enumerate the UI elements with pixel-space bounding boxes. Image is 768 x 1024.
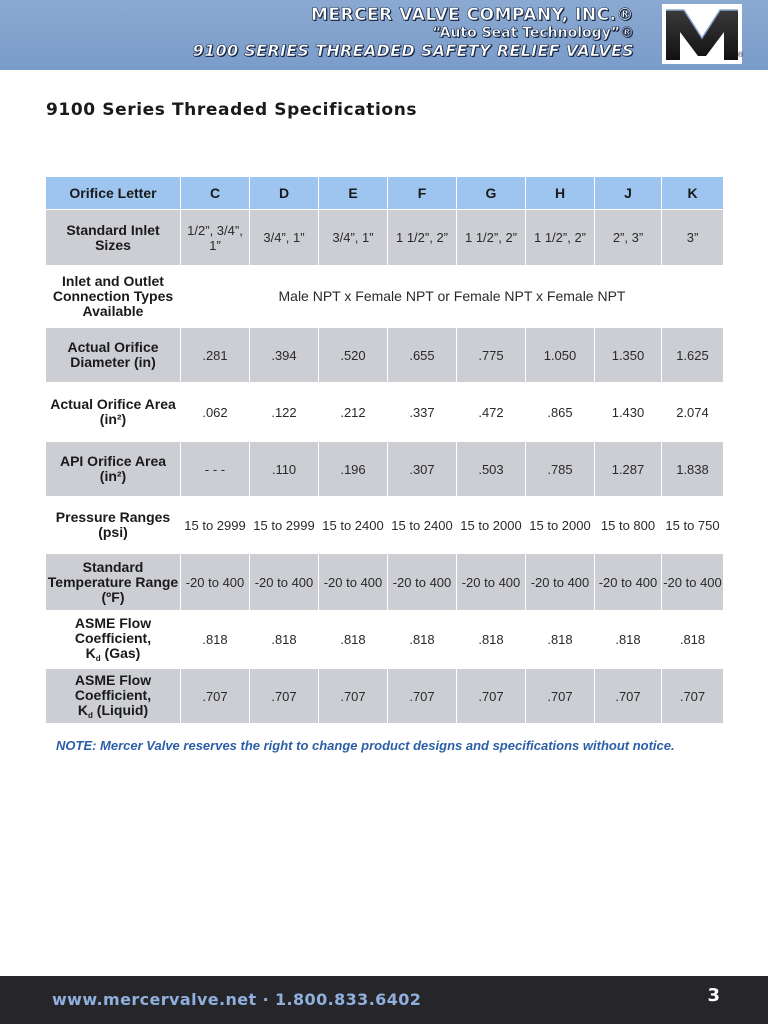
table-cell: .785 [526, 442, 595, 497]
table-cell: -20 to 400 [662, 554, 724, 611]
table-cell: 15 to 2400 [388, 497, 457, 554]
header-col: E [319, 177, 388, 210]
table-cell: .707 [181, 669, 250, 724]
table-cell: .503 [457, 442, 526, 497]
table-cell: 15 to 2000 [457, 497, 526, 554]
table-cell: 1.050 [526, 328, 595, 383]
table-cell: 3” [662, 210, 724, 266]
table-cell: .818 [250, 611, 319, 669]
table-cell: .520 [319, 328, 388, 383]
table-row-temperature [46, 554, 724, 611]
row-label-tail: (Liquid) [96, 701, 149, 718]
table-cell: -20 to 400 [181, 554, 250, 611]
table-cell: .818 [319, 611, 388, 669]
header-col: H [526, 177, 595, 210]
row-label: Inlet and Outlet Connection Types Available [46, 266, 181, 328]
table-row-inlet-sizes [46, 210, 724, 266]
row-label-main: ASME Flow Coefficient, [74, 671, 152, 703]
table-cell: 15 to 800 [595, 497, 662, 554]
table-cell: 15 to 2999 [250, 497, 319, 554]
table-cell: .196 [319, 442, 388, 497]
disclaimer-note: NOTE: Mercer Valve reserves the right to change product designs and specifications without notice. [56, 738, 675, 753]
table-header-row [46, 177, 724, 210]
table-cell-merged: Male NPT x Female NPT or Female NPT x Female NPT [181, 266, 724, 328]
row-label-k: K [85, 645, 96, 661]
table-row-connection [46, 266, 724, 328]
row-label-subscript: d [95, 654, 101, 663]
table-cell: .775 [457, 328, 526, 383]
table-cell: -20 to 400 [457, 554, 526, 611]
logo-registered-mark: ® [738, 52, 744, 59]
page-title: 9100 Series Threaded Specifications [46, 100, 418, 120]
table-cell: 15 to 2000 [526, 497, 595, 554]
row-label: Actual Orifice Area (in²) [46, 383, 181, 442]
row-label-tail: (Gas) [104, 645, 141, 661]
table-cell: -20 to 400 [319, 554, 388, 611]
table-cell: -20 to 400 [595, 554, 662, 611]
table-cell: .707 [662, 669, 724, 724]
table-cell: 1.625 [662, 328, 724, 383]
table-cell: -20 to 400 [526, 554, 595, 611]
table-cell: .122 [250, 383, 319, 442]
header-label: Orifice Letter [46, 177, 181, 210]
table-cell: .212 [319, 383, 388, 442]
header-col: D [250, 177, 319, 210]
table-cell: .818 [526, 611, 595, 669]
row-label: Standard Inlet Sizes [46, 210, 181, 266]
table-cell: 1 1/2”, 2” [388, 210, 457, 266]
table-cell: .394 [250, 328, 319, 383]
table-row-api-area [46, 442, 724, 497]
table-row-pressure [46, 497, 724, 554]
tagline: “Auto Seat Technology”® [432, 25, 634, 41]
row-label: Actual Orifice Diameter (in) [46, 328, 181, 383]
table-cell: .818 [662, 611, 724, 669]
table-row-kd-gas [46, 611, 724, 669]
table-cell: 15 to 2999 [181, 497, 250, 554]
table-cell: 1.287 [595, 442, 662, 497]
row-label: Pressure Ranges (psi) [46, 497, 181, 554]
table-cell: .818 [388, 611, 457, 669]
table-cell: .062 [181, 383, 250, 442]
table-cell: .818 [181, 611, 250, 669]
row-label: Standard Temperature Range (ºF) [46, 554, 181, 611]
table-cell: -20 to 400 [388, 554, 457, 611]
table-cell: 1 1/2”, 2” [526, 210, 595, 266]
table-cell: .818 [457, 611, 526, 669]
table-cell: 3/4”, 1” [319, 210, 388, 266]
table-cell: .707 [595, 669, 662, 724]
row-label-main: ASME Flow Coefficient, [74, 615, 152, 646]
table-cell: .707 [526, 669, 595, 724]
header-col: J [595, 177, 662, 210]
header-banner [0, 0, 768, 70]
table-cell: 15 to 2400 [319, 497, 388, 554]
table-cell: .707 [319, 669, 388, 724]
table-row-orifice-area [46, 383, 724, 442]
table-cell: 1 1/2”, 2” [457, 210, 526, 266]
table-cell: 1.350 [595, 328, 662, 383]
row-label [46, 611, 181, 669]
table-cell: 1.838 [662, 442, 724, 497]
table-row-orifice-diameter [46, 328, 724, 383]
table-cell: 2.074 [662, 383, 724, 442]
table-cell: .281 [181, 328, 250, 383]
header-col: K [662, 177, 724, 210]
specifications-table [45, 176, 724, 724]
row-label-k: K [77, 701, 89, 718]
header-col: G [457, 177, 526, 210]
header-text-block [193, 6, 634, 60]
row-label: API Orifice Area (in²) [46, 442, 181, 497]
table-cell: .472 [457, 383, 526, 442]
table-cell: 3/4”, 1” [250, 210, 319, 266]
table-cell: .865 [526, 383, 595, 442]
table-cell: .707 [250, 669, 319, 724]
table-cell: 15 to 750 [662, 497, 724, 554]
company-name: MERCER VALVE COMPANY, INC.® [310, 5, 634, 25]
header-col: F [388, 177, 457, 210]
table-cell: .707 [388, 669, 457, 724]
footer-bar [0, 976, 768, 1024]
table-cell: .818 [595, 611, 662, 669]
table-cell: .337 [388, 383, 457, 442]
series-title: 9100 SERIES THREADED SAFETY RELIEF VALVES [192, 41, 634, 60]
row-label [46, 669, 181, 724]
table-cell: - - - [181, 442, 250, 497]
table-cell: 2”, 3” [595, 210, 662, 266]
table-row-kd-liquid [46, 669, 724, 724]
table-cell: .307 [388, 442, 457, 497]
table-cell: .110 [250, 442, 319, 497]
header-col: C [181, 177, 250, 210]
footer-contact: www.mercervalve.net · 1.800.833.6402 [52, 990, 422, 1009]
mercer-logo-icon [662, 4, 742, 64]
table-cell: .655 [388, 328, 457, 383]
table-cell: .707 [457, 669, 526, 724]
table-cell: 1.430 [595, 383, 662, 442]
table-cell: -20 to 400 [250, 554, 319, 611]
table-cell: 1/2”, 3/4”, 1” [181, 210, 250, 266]
page-number: 3 [707, 985, 720, 1006]
row-label-subscript: d [88, 710, 93, 720]
